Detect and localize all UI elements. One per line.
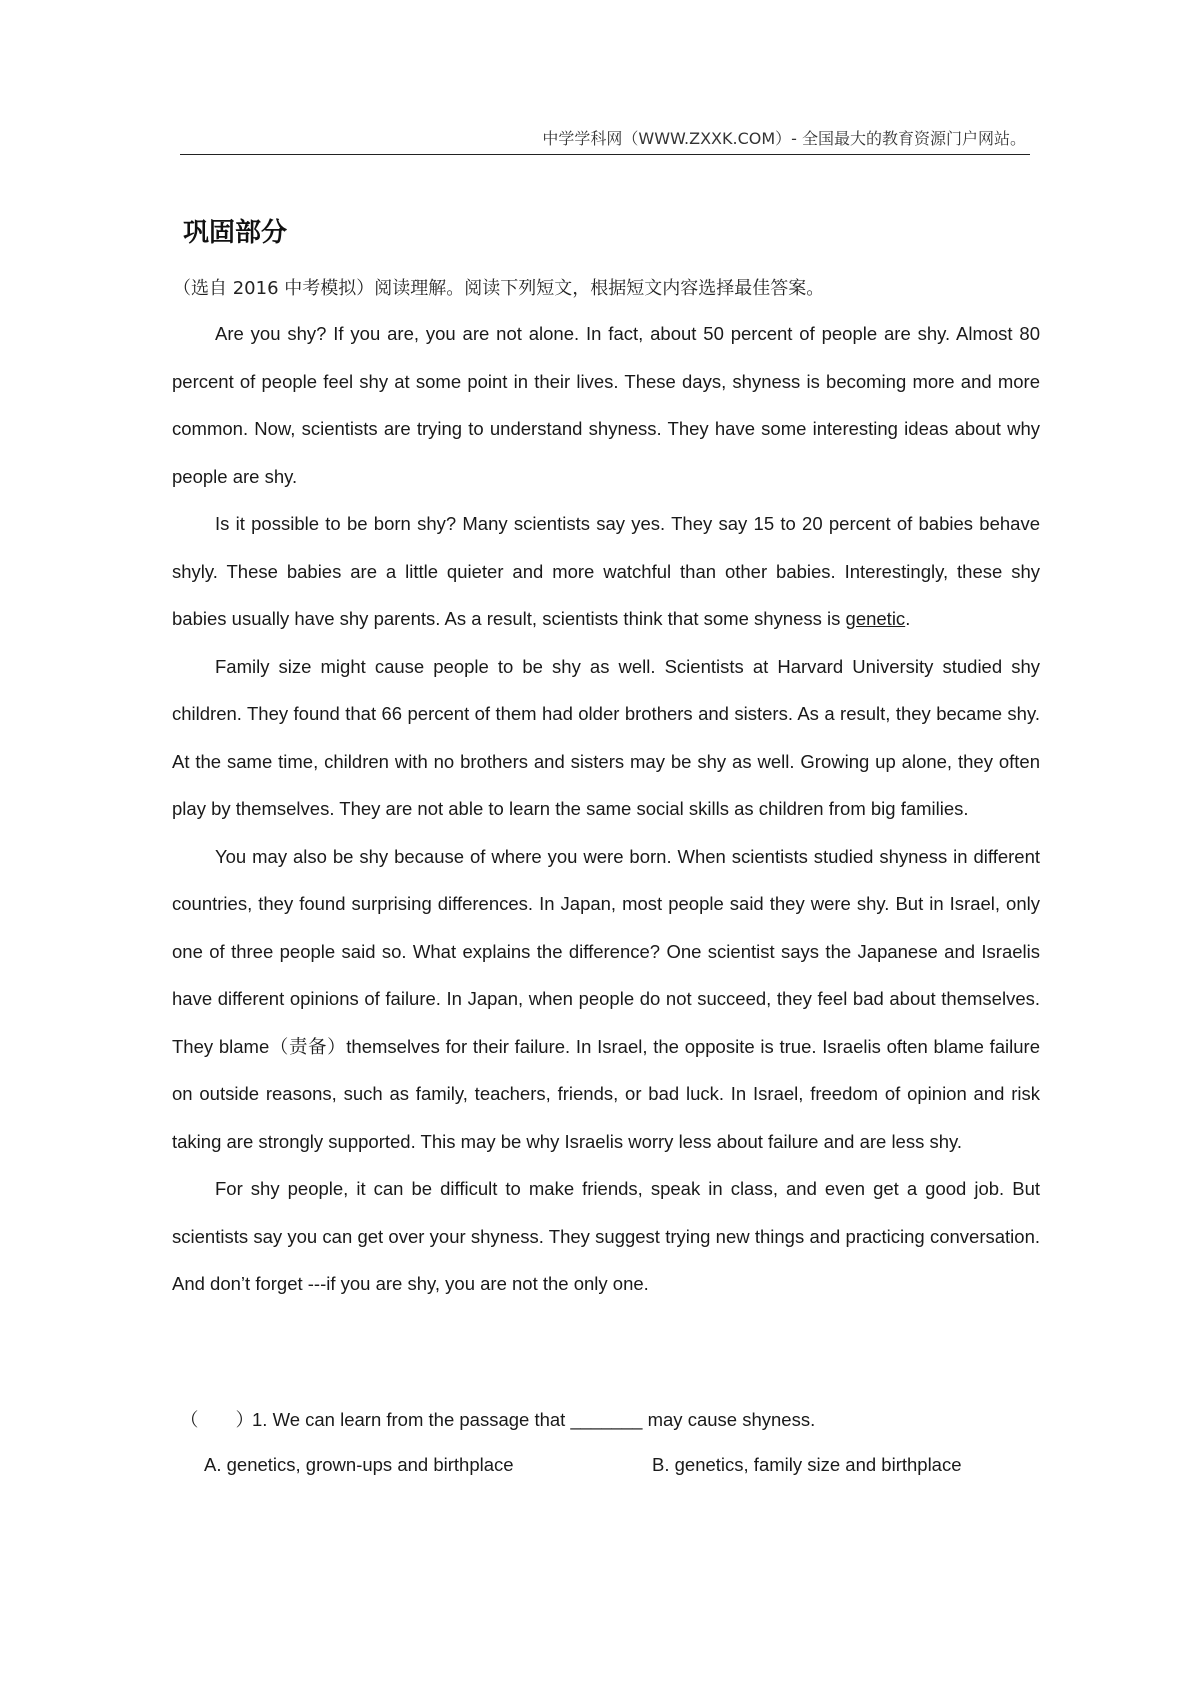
reading-passage xyxy=(172,310,1040,1308)
page-header xyxy=(180,128,1030,155)
section-title: 巩固部分 xyxy=(183,218,288,248)
paragraph-2-text-after: . xyxy=(905,608,911,629)
paragraph-5: For shy people, it can be difficult to make friends, speak in class, and even get a good job. But scientists say you can get over your shyness. They suggest trying new things and practicing conversation. And don’t forget ---if you are shy, you are not the only one. xyxy=(172,1178,1040,1294)
paragraph-3: Family size might cause people to be shy as well. Scientists at Harvard University studied shy children. They found that 66 percent of them had older brothers and sisters. As a result, they became shy. At the same time, children with no brothers and sisters may be shy as well. Growing up alone, they often play by themselves. They are not able to learn the same social skills as children from big families. xyxy=(172,655,1040,819)
option-b: B. genetics, family size and birthplace xyxy=(652,1454,962,1475)
header-site-text: 中学学科网（WWW.ZXXK.COM）- 全国最大的教育资源门户网站。 xyxy=(542,129,1026,148)
paragraph-2 xyxy=(172,500,1040,643)
underlined-word-genetic: genetic xyxy=(845,608,906,629)
paragraph-1: Are you shy? If you are, you are not alone. In fact, about 50 percent of people are shy. Almost 80 percent of people feel shy at some point in their lives. These days, shyness is becoming more and more common. Now, scientists are trying to understand shyness. They have some interesting ideas about why people are shy. xyxy=(172,323,1040,487)
paragraph-4: You may also be shy because of where you were born. When scientists studied shyness in different countries, they found surprising differences. In Japan, most people said they were shy. But in Israel, only one of three people said so. What explains the difference? One scientist says the Japanese and Israelis have different opinions of failure. In Japan, when people do not succeed, they feel bad about themselves. They blame（责备）themselves for their failure. In Israel, the opposite is true. Israelis often blame failure on outside reasons, such as family, teachers, friends, or bad luck. In Israel, freedom of opinion and risk taking are strongly supported. This may be why Israelis worry less about failure and are less shy. xyxy=(172,845,1040,1152)
question-1-text: 1. We can learn from the passage that _______ may cause shyness. xyxy=(252,1409,816,1430)
source-instruction: （选自 2016 中考模拟）阅读理解。阅读下列短文，根据短文内容选择最佳答案。 xyxy=(173,278,825,299)
question-1 xyxy=(180,1406,815,1432)
answer-blank-paren: （ ） xyxy=(180,1410,255,1431)
paragraph-2-text-before: Is it possible to be born shy? Many scientists say yes. They say 15 to 20 percent of babies behave shyly. These babies are a little quieter and more watchful than other babies. Interestingly, these shy babies usually have shy parents. As a result, scientists think that some shyness is xyxy=(172,513,1040,629)
option-a: A. genetics, grown-ups and birthplace xyxy=(204,1454,514,1475)
